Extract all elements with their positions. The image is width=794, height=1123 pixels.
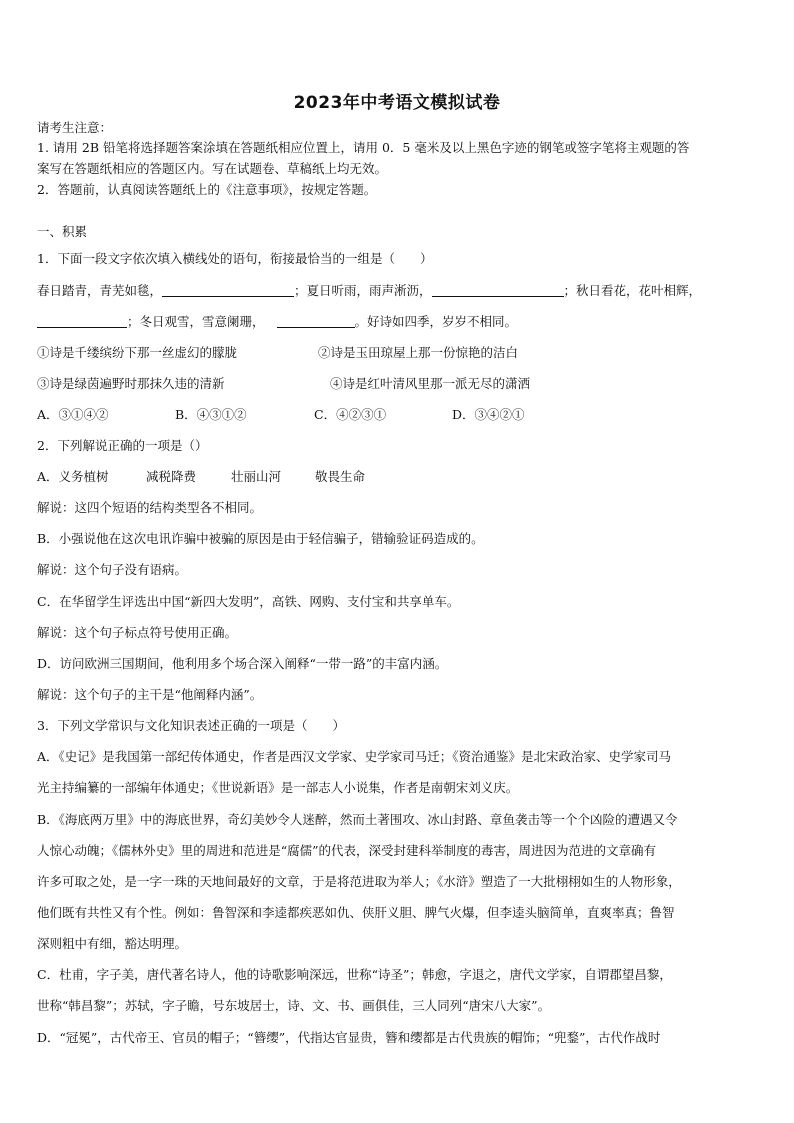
q2-stem: 2．下列解说正确的一项是（） bbox=[37, 438, 208, 453]
q1-choice-b: B．④③①② bbox=[175, 407, 247, 422]
q3-option-c-line-1: C．杜甫，字子美，唐代著名诗人，他的诗歌影响深远，世称“诗圣”；韩愈，字退之，唐代文学家，自谓郡望昌黎， bbox=[37, 967, 672, 982]
q1-choice-a: A．③①④② bbox=[37, 407, 109, 422]
q3-option-b-line-1: B．《海底两万里》中的海底世界，奇幻美妙令人迷醉，然而土著围攻、冰山封路、章鱼袭击等一个个凶险的遭遇又令 bbox=[37, 812, 678, 827]
q2-explanation-d: 解说：这个句子的主干是“他阐释内涵”。 bbox=[37, 687, 263, 702]
q1-sentence-4: ④诗是红叶清风里那一派无尽的潇洒 bbox=[330, 376, 531, 391]
q1-passage-text: ；冬日观雪，雪意阑珊， bbox=[127, 314, 265, 329]
q3-option-c-line-2: 世称“韩昌黎”；苏轼，字子瞻，号东坡居士，诗、文、书、画俱佳，三人同列“唐宋八大家”。 bbox=[37, 998, 551, 1013]
q2-option-a: A．义务植树 bbox=[37, 469, 109, 484]
section-heading: 一、积累 bbox=[37, 224, 88, 239]
q1-passage-text: ；夏日听雨，雨声淅沥， bbox=[294, 283, 432, 298]
fill-blank-4 bbox=[277, 315, 355, 328]
notice-heading: 请考生注意： bbox=[37, 120, 113, 135]
q3-option-b-line-3: 许多可取之处，是一字一珠的天地间最好的文章，于是将范进取为举人；《水浒》塑造了一大批栩栩如生的人物形象， bbox=[37, 874, 681, 889]
q1-sentence-2: ②诗是玉田琼屋上那一份惊艳的洁白 bbox=[318, 345, 519, 360]
q1-passage-text: 。好诗如四季，岁岁不相同。 bbox=[354, 314, 518, 329]
q1-choice-d: D．③④②① bbox=[452, 407, 525, 422]
q3-option-b-line-5: 深则粗中有细，豁达明理。 bbox=[37, 936, 188, 951]
notice-item-1-line-1: 1. 请用 2B 铅笔将选择题答案涂填在答题纸相应位置上，请用 0．5 毫米及以上黑色字迹的钢笔或签字笔将主观题的答 bbox=[37, 140, 690, 155]
notice-item-2: 2．答题前，认真阅读答题纸上的《注意事项》，按规定答题。 bbox=[37, 182, 377, 197]
q3-option-b-line-4: 他们既有共性又有个性。例如：鲁智深和李逵都疾恶如仇、侠肝义胆、脾气火爆，但李逵头脑简单，直爽率真；鲁智 bbox=[37, 905, 675, 920]
q3-option-b-line-2: 人惊心动魄；《儒林外史》里的周进和范进是“腐儒”的代表，深受封建科举制度的毒害，周进因为范进的文章确有 bbox=[37, 843, 657, 858]
q1-stem: 1．下面一段文字依次填入横线处的语句，衔接最恰当的一组是（ ） bbox=[37, 251, 433, 266]
q1-choice-c: C．④②③① bbox=[314, 407, 387, 422]
q1-sentence-1: ①诗是千缕缤纷下那一丝虚幻的朦胧 bbox=[37, 345, 238, 360]
fill-blank-1 bbox=[162, 284, 294, 297]
fill-blank-2 bbox=[432, 284, 564, 297]
page-title: 2023年中考语文模拟试卷 bbox=[293, 93, 501, 113]
q3-option-a-line-2: 光主持编纂的一部编年体通史；《世说新语》是一部志人小说集，作者是南朝宋刘义庆。 bbox=[37, 780, 519, 795]
fill-blank-3 bbox=[37, 315, 127, 328]
q2-option-b: B．小强说他在这次电讯诈骗中被骗的原因是由于轻信骗子，错输验证码造成的。 bbox=[37, 531, 484, 546]
q2-explanation-c: 解说：这个句子标点符号使用正确。 bbox=[37, 625, 238, 640]
q2-option-a-phrase-4: 敬畏生命 bbox=[315, 469, 366, 484]
q2-explanation-b: 解说：这个句子没有语病。 bbox=[37, 562, 188, 577]
q2-option-c: C．在华留学生评选出中国“新四大发明”，高铁、网购、支付宝和共享单车。 bbox=[37, 594, 460, 609]
notice-item-1-line-2: 案写在答题纸相应的答题区内。写在试题卷、草稿纸上均无效。 bbox=[37, 161, 388, 176]
q2-option-d: D．访问欧洲三国期间，他利用多个场合深入阐释“一带一路”的丰富内涵。 bbox=[37, 656, 448, 671]
q2-explanation-a: 解说：这四个短语的结构类型各不相同。 bbox=[37, 500, 263, 515]
q1-passage-text: 春日踏青，青芜如毯， bbox=[37, 283, 163, 298]
q3-stem: 3．下列文学常识与文化知识表述正确的一项是（ ） bbox=[37, 718, 345, 733]
q1-passage-line-2 bbox=[37, 314, 762, 330]
q2-option-a-phrase-2: 减税降费 bbox=[146, 469, 197, 484]
q3-option-a-line-1: A．《史记》是我国第一部纪传体通史，作者是西汉文学家、史学家司马迁；《资治通鉴》是北宋政治家、史学家司马 bbox=[37, 749, 672, 764]
q3-option-d-line-1: D．“冠冕”，古代帝王、官员的帽子；“簪缨”，代指达官显贵，簪和缨都是古代贵族的帽饰；“兜鍪”，古代作战时 bbox=[37, 1030, 661, 1045]
q1-sentence-3: ③诗是绿茵遍野时那抹久违的清新 bbox=[37, 376, 225, 391]
q1-passage-line-1 bbox=[37, 283, 762, 299]
q1-passage-text: ；秋日看花，花叶相辉， bbox=[563, 283, 702, 298]
q2-option-a-phrase-3: 壮丽山河 bbox=[231, 469, 282, 484]
